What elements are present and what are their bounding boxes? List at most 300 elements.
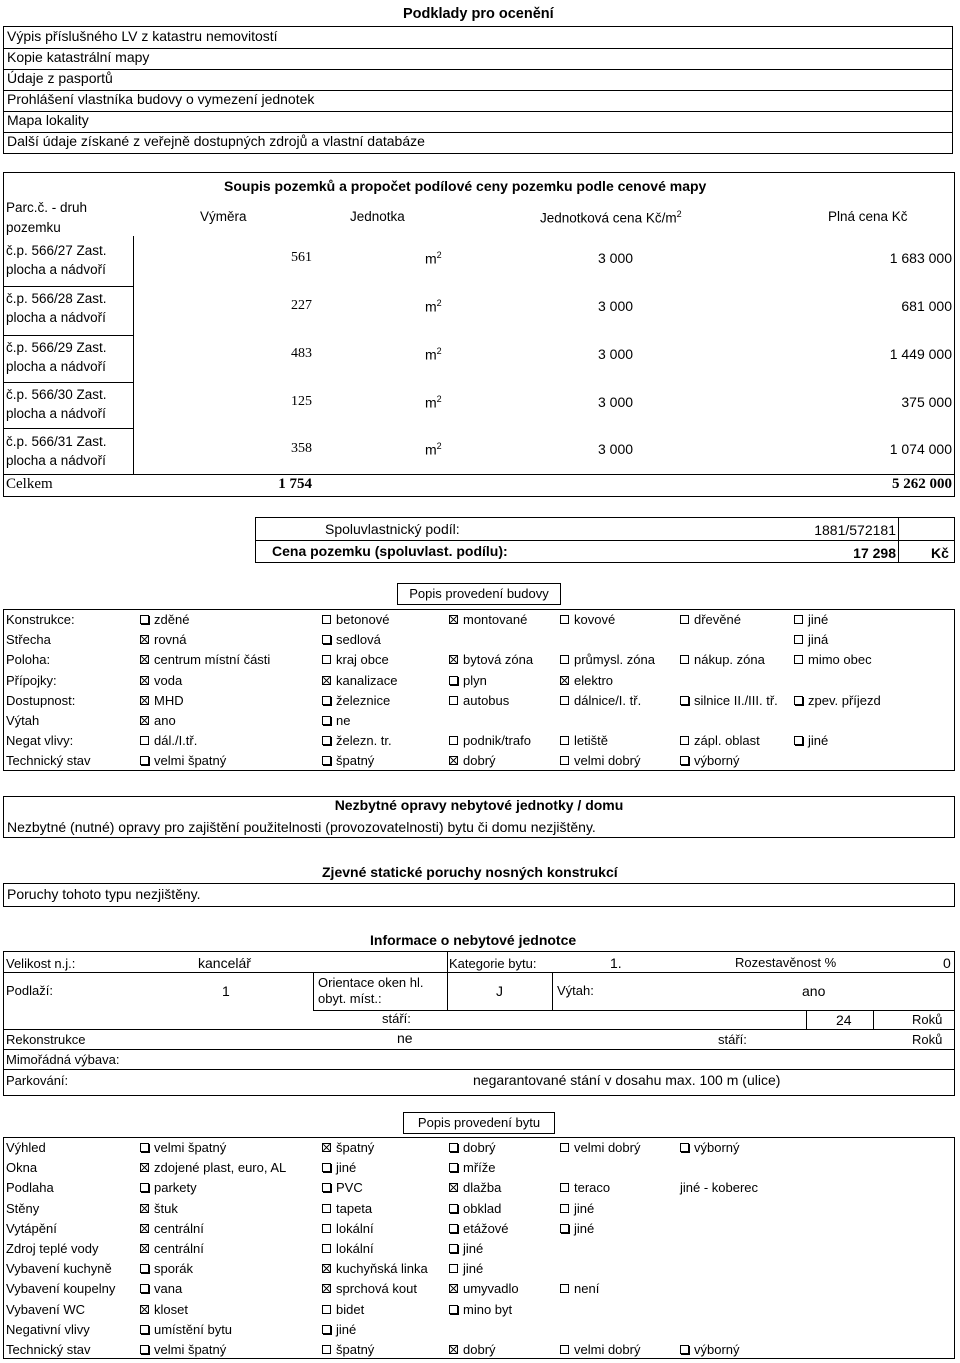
option-label: centrum místní části [154, 652, 271, 668]
option-item [680, 693, 778, 708]
option-item [322, 1281, 417, 1296]
option-label: železnice [336, 692, 391, 708]
option-label: sporák [154, 1261, 194, 1277]
col-jednotka-header: Jednotka [350, 209, 405, 224]
col-parc-header: Parc.č. - druh pozemku [6, 200, 88, 235]
row-label: Technický stav [6, 1342, 91, 1357]
option-item [140, 1281, 182, 1296]
row-label: Negat vlivy: [6, 733, 74, 749]
option-item [560, 693, 641, 708]
parkovani-value: negarantované stání v dosahu max. 100 m (ulice) [473, 1072, 781, 1088]
plna-cell: 1 074 000 [889, 441, 952, 457]
unchecked-box-icon[interactable] [794, 655, 803, 664]
unchecked-box-icon[interactable] [449, 1143, 458, 1152]
option-label: rovná [154, 632, 187, 648]
option-item [322, 693, 390, 708]
option-label: dálnice/I. tř. [574, 692, 642, 708]
unchecked-box-icon[interactable] [449, 676, 458, 685]
currency-label: Kč [931, 545, 949, 561]
option-label: velmi dobrý [574, 1342, 641, 1357]
podklady-item: Údaje z pasportů [7, 70, 113, 86]
option-label: kanalizace [336, 672, 398, 688]
option-label: jiné [336, 1321, 357, 1337]
unchecked-box-icon[interactable] [140, 1143, 149, 1152]
option-label: výborný [694, 1342, 740, 1357]
opravy-title: Nezbytné opravy nebytové jednotky / domu [334, 797, 624, 813]
checked-box-icon[interactable] [140, 635, 149, 644]
celkem-vymera: 1 754 [278, 476, 312, 492]
option-label: etážové [463, 1220, 509, 1236]
option-item [794, 693, 881, 708]
option-item [140, 652, 270, 667]
option-label: průmysl. zóna [574, 652, 655, 668]
row-label: Přípojky: [6, 672, 57, 688]
option-item [140, 1140, 226, 1155]
option-label: bidet [336, 1301, 365, 1317]
option-label: štuk [154, 1200, 178, 1216]
option-item [449, 693, 509, 708]
option-item [449, 1302, 512, 1317]
option-item [560, 733, 608, 748]
option-label: velmi špatný [154, 1342, 227, 1357]
checked-box-icon[interactable] [322, 1284, 331, 1293]
unchecked-box-icon[interactable] [140, 1325, 149, 1334]
soupis-title: Soupis pozemků a propočet podílové ceny pozemku podle cenové mapy [224, 178, 707, 194]
option-item [560, 1180, 610, 1195]
option-item [322, 1160, 356, 1175]
checked-box-icon[interactable] [449, 1183, 458, 1192]
unchecked-box-icon[interactable] [322, 655, 331, 664]
option-label: MHD [154, 692, 184, 708]
option-label: jiné [574, 1200, 595, 1216]
poruchy-title: Zjevné statické poruchy nosných konstrukcí [322, 864, 618, 880]
unchecked-box-icon[interactable] [560, 1143, 569, 1152]
podlazi-value: 1 [222, 983, 230, 999]
option-label: voda [154, 672, 183, 688]
checked-box-icon[interactable] [322, 676, 331, 685]
row-label: Stěny [6, 1200, 40, 1216]
option-label: jiné [574, 1220, 595, 1236]
option-label: ne [336, 713, 351, 728]
unchecked-box-icon[interactable] [322, 1224, 331, 1233]
option-label: umyvadlo [463, 1281, 519, 1297]
unchecked-box-icon[interactable] [560, 756, 569, 765]
unchecked-box-icon[interactable] [322, 1183, 331, 1192]
budova-title: Popis provedení budovy [409, 586, 549, 601]
unchecked-box-icon[interactable] [322, 1345, 331, 1354]
row-label: Vybavení kuchyně [6, 1261, 112, 1277]
unchecked-box-icon[interactable] [680, 615, 689, 624]
row-label: Okna [6, 1160, 38, 1176]
kategorie-label: Kategorie bytu: [449, 956, 537, 971]
parkovani-label: Parkování: [6, 1073, 69, 1088]
jednotka-text: m [425, 298, 437, 315]
option-label: sedlová [336, 632, 381, 648]
checked-box-icon[interactable] [140, 716, 149, 725]
vytah-label: Výtah: [557, 983, 594, 998]
checked-box-icon[interactable] [322, 1143, 331, 1152]
roku-label-2: Roků [912, 1032, 943, 1047]
podklady-item: Výpis příslušného LV z katastru nemovitostí [7, 28, 278, 44]
option-item [322, 713, 350, 728]
vymera-cell: 358 [291, 441, 312, 456]
orientace-value: J [496, 983, 503, 999]
option-label: jiné [808, 733, 829, 749]
parc-cell: č.p. 566/29 Zast. plocha a nádvoří [6, 340, 107, 374]
option-label: zděné [154, 612, 190, 627]
unchecked-box-icon[interactable] [560, 736, 569, 745]
unchecked-box-icon[interactable] [680, 736, 689, 745]
option-item [322, 733, 392, 748]
unchecked-box-icon[interactable] [794, 615, 803, 624]
option-label: jiná [808, 632, 829, 648]
option-item [322, 632, 381, 647]
option-label: velmi špatný [154, 753, 227, 769]
option-label: dobrý [463, 1342, 496, 1357]
unchecked-box-icon[interactable] [449, 1163, 458, 1172]
unchecked-box-icon[interactable] [680, 696, 689, 705]
stari-label: stáří: [382, 1011, 411, 1026]
option-item [140, 693, 184, 708]
unchecked-box-icon[interactable] [449, 696, 458, 705]
option-item [449, 753, 496, 768]
row-label: Střecha [6, 632, 51, 648]
jc-cell: 3 000 [598, 346, 634, 362]
row-label: Dostupnost: [6, 692, 76, 708]
plna-cell: 1 683 000 [889, 250, 952, 266]
informace-title: Informace o nebytové jednotce [370, 932, 577, 948]
option-item [449, 1342, 496, 1357]
option-label: není [574, 1281, 600, 1297]
unchecked-box-icon[interactable] [680, 655, 689, 664]
row-label: Konstrukce: [6, 612, 75, 627]
unchecked-box-icon[interactable] [140, 615, 149, 624]
poruchy-text: Poruchy tohoto typu nezjištěny. [7, 886, 201, 902]
option-label: centrální [154, 1220, 204, 1236]
unchecked-box-icon[interactable] [449, 1244, 458, 1253]
option-label: jiné [336, 1160, 357, 1176]
option-item [322, 1241, 374, 1256]
option-label: kloset [154, 1301, 188, 1317]
unchecked-box-icon[interactable] [322, 696, 331, 705]
option-label: jiné [808, 612, 829, 627]
row-label: Negativní vlivy [6, 1321, 90, 1337]
rekonstrukce-label: Rekonstrukce [6, 1032, 86, 1047]
unchecked-box-icon[interactable] [449, 1224, 458, 1233]
option-item [449, 1180, 501, 1195]
parc-cell: č.p. 566/28 Zast. plocha a nádvoří [6, 291, 107, 325]
rozestav-value: 0 [943, 955, 951, 971]
unchecked-box-icon[interactable] [794, 635, 803, 644]
checked-box-icon[interactable] [140, 676, 149, 685]
option-label: zdojené plast, euro, AL [154, 1160, 287, 1176]
option-label: sprchová kout [336, 1281, 417, 1297]
podlazi-label: Podlaží: [6, 983, 53, 998]
option-label: dobrý [463, 1140, 496, 1155]
row-label: Podlaha [6, 1180, 54, 1196]
option-item [680, 652, 765, 667]
option-item [680, 1180, 758, 1195]
option-item [140, 1160, 286, 1175]
option-item [680, 1342, 740, 1357]
option-label: špatný [336, 1342, 375, 1357]
option-item [322, 1140, 374, 1155]
unchecked-box-icon[interactable] [449, 1264, 458, 1273]
unchecked-box-icon[interactable] [322, 716, 331, 725]
unchecked-box-icon[interactable] [140, 1284, 149, 1293]
checked-box-icon[interactable] [449, 1345, 458, 1354]
jednotka-text: m [425, 250, 437, 267]
velikost-value: kancelář [198, 955, 251, 971]
roku-label-1: Roků [912, 1012, 943, 1027]
unchecked-box-icon[interactable] [322, 635, 331, 644]
celkem-plna: 5 262 000 [892, 476, 952, 492]
jednotka-cell: $m^2$ [425, 346, 442, 363]
unchecked-box-icon[interactable] [560, 1284, 569, 1293]
option-label: silnice II./III. tř. [694, 692, 778, 708]
checked-box-icon[interactable] [322, 1264, 331, 1273]
option-label: montované [463, 612, 528, 627]
option-label: PVC [336, 1180, 363, 1196]
unchecked-box-icon[interactable] [560, 655, 569, 664]
option-label: lokální [336, 1241, 374, 1256]
jednotka-cell: $m^2$ [425, 298, 442, 315]
checked-box-icon[interactable] [140, 1224, 149, 1233]
option-label: dobrý [463, 753, 496, 769]
checked-box-icon[interactable] [140, 1163, 149, 1172]
unchecked-box-icon[interactable] [322, 1325, 331, 1334]
option-label: dlažba [463, 1180, 502, 1196]
col-vymera-header: Výměra [200, 209, 247, 224]
jc-cell: 3 000 [598, 250, 634, 266]
unchecked-box-icon[interactable] [794, 736, 803, 745]
checked-box-icon[interactable] [140, 1204, 149, 1213]
option-item [449, 1140, 496, 1155]
option-item [449, 1281, 519, 1296]
podklady-title: Podklady pro ocenění [403, 6, 554, 22]
option-item [560, 673, 613, 688]
option-label: mimo obec [808, 652, 872, 668]
unchecked-box-icon[interactable] [560, 1345, 569, 1354]
option-item [140, 632, 187, 647]
checked-box-icon[interactable] [140, 655, 149, 664]
checked-box-icon[interactable] [560, 676, 569, 685]
unchecked-box-icon[interactable] [140, 736, 149, 745]
unchecked-box-icon[interactable] [140, 1345, 149, 1354]
col-plna-header: Plná cena Kč [828, 209, 908, 224]
jednotka-cell: $m^2$ [425, 441, 442, 458]
option-label: zpev. příjezd [808, 692, 881, 708]
option-label: výborný [694, 753, 740, 769]
option-label: špatný [336, 1140, 375, 1155]
unchecked-box-icon[interactable] [322, 756, 331, 765]
option-item [449, 733, 531, 748]
option-item [449, 1160, 496, 1175]
unchecked-box-icon[interactable] [560, 1224, 569, 1233]
option-item [322, 1322, 356, 1337]
option-item [322, 652, 389, 667]
unchecked-box-icon[interactable] [322, 1305, 331, 1314]
unchecked-box-icon[interactable] [449, 736, 458, 745]
option-item [560, 1140, 640, 1155]
option-item [449, 652, 533, 667]
option-item [322, 753, 374, 768]
option-label: velmi dobrý [574, 753, 641, 769]
cena-pozemku-label: Cena pozemku (spoluvlast. podílu): [272, 543, 508, 559]
option-label: železn. tr. [336, 733, 392, 749]
option-item [140, 612, 189, 627]
unchecked-box-icon[interactable] [140, 756, 149, 765]
unchecked-box-icon[interactable] [794, 696, 803, 705]
option-label: kovové [574, 612, 616, 627]
option-item [140, 1180, 197, 1195]
option-item [322, 1221, 374, 1236]
option-item [449, 673, 487, 688]
option-item [322, 1261, 428, 1276]
plna-cell: 681 000 [901, 298, 952, 314]
row-label: Vybavení WC [6, 1301, 85, 1317]
option-label: dál./I.tř. [154, 733, 198, 749]
checked-box-icon[interactable] [449, 1284, 458, 1293]
option-label: centrální [154, 1241, 204, 1256]
option-item [140, 1221, 204, 1236]
option-item [140, 673, 182, 688]
row-label: Výhled [6, 1140, 46, 1155]
option-label: elektro [574, 672, 614, 688]
row-label: Technický stav [6, 753, 91, 769]
jednotka-cell: $m^2$ [425, 394, 442, 411]
kategorie-value: 1. [610, 955, 622, 971]
parc-cell: č.p. 566/31 Zast. plocha a nádvoří [6, 434, 107, 468]
option-item [560, 612, 615, 627]
option-label: výborný [694, 1140, 740, 1155]
orientace-label: Orientace oken hl. obyt. míst.: [318, 975, 424, 1006]
unchecked-box-icon[interactable] [140, 1264, 149, 1273]
unchecked-box-icon[interactable] [322, 1244, 331, 1253]
option-label: velmi dobrý [574, 1140, 641, 1155]
rozestav-label: Rozestavěnost % [735, 955, 837, 970]
checked-box-icon[interactable] [449, 615, 458, 624]
podil-value: 1881/572181 [814, 522, 896, 538]
rekonstrukce-value: ne [397, 1030, 413, 1046]
unchecked-box-icon[interactable] [322, 736, 331, 745]
option-label: velmi špatný [154, 1140, 227, 1155]
vymera-cell: 125 [291, 394, 312, 409]
option-label: kraj obce [336, 652, 389, 668]
option-item [140, 1201, 178, 1216]
unchecked-box-icon[interactable] [680, 756, 689, 765]
row-label: Výtah [6, 713, 40, 728]
stari-value: 24 [836, 1012, 852, 1028]
unchecked-box-icon[interactable] [560, 696, 569, 705]
option-item [794, 632, 828, 647]
option-item [794, 733, 828, 748]
jc-cell: 3 000 [598, 441, 634, 457]
jednotka-text: m [425, 441, 437, 458]
checked-box-icon[interactable] [449, 655, 458, 664]
option-label: mino byt [463, 1301, 513, 1317]
col-jc-label: Jednotková cena Kč/m [540, 210, 677, 226]
podklady-item: Kopie katastrální mapy [7, 49, 150, 65]
option-label: lokální [336, 1220, 374, 1236]
jednotka-text: m [425, 346, 437, 363]
unchecked-box-icon[interactable] [560, 615, 569, 624]
row-label: Zdroj teplé vody [6, 1241, 99, 1256]
unchecked-box-icon[interactable] [560, 1204, 569, 1213]
option-item [560, 753, 640, 768]
option-label: jiné [463, 1261, 484, 1277]
unchecked-box-icon[interactable] [680, 1345, 689, 1354]
option-label: zápl. oblast [694, 733, 760, 749]
vymera-cell: 483 [291, 346, 312, 361]
option-item [322, 612, 390, 627]
option-item [560, 1342, 640, 1357]
unchecked-box-icon[interactable] [560, 1183, 569, 1192]
option-label: obklad [463, 1200, 502, 1216]
option-item [140, 1322, 232, 1337]
row-label: Vybavení koupelny [6, 1281, 116, 1297]
option-item [140, 753, 226, 768]
option-label: vana [154, 1281, 183, 1297]
option-label: parkety [154, 1180, 197, 1196]
option-item [140, 1261, 193, 1276]
stari2-label: stáří: [718, 1032, 747, 1047]
option-item [680, 612, 741, 627]
vytah-value: ano [802, 983, 826, 999]
checked-box-icon[interactable] [449, 756, 458, 765]
unchecked-box-icon[interactable] [680, 1143, 689, 1152]
jc-cell: 3 000 [598, 298, 634, 314]
option-label: umístění bytu [154, 1321, 233, 1337]
option-label: bytová zóna [463, 652, 534, 668]
unchecked-box-icon[interactable] [322, 1163, 331, 1172]
unchecked-box-icon[interactable] [449, 1305, 458, 1314]
option-item [140, 713, 176, 728]
option-label: jiné - koberec [680, 1180, 759, 1196]
option-label: jiné [463, 1241, 484, 1256]
velikost-label: Velikost n.j.: [6, 956, 76, 971]
option-label: betonové [336, 612, 390, 627]
unchecked-box-icon[interactable] [322, 1204, 331, 1213]
jednotka-cell: $m^2$ [425, 250, 442, 267]
unchecked-box-icon[interactable] [449, 1204, 458, 1213]
podklady-item: Další údaje získané z veřejně dostupných zdrojů a vlastní databáze [7, 133, 425, 149]
checked-box-icon[interactable] [140, 696, 149, 705]
option-label: špatný [336, 753, 375, 769]
podklady-item: Prohlášení vlastníka budovy o vymezení jednotek [7, 91, 315, 107]
checked-box-icon[interactable] [140, 1305, 149, 1314]
unchecked-box-icon[interactable] [140, 1183, 149, 1192]
option-label: mříže [463, 1160, 496, 1176]
podklady-item: Mapa lokality [7, 112, 89, 128]
option-item [140, 733, 197, 748]
parc-cell: č.p. 566/30 Zast. plocha a nádvoří [6, 387, 107, 421]
unchecked-box-icon[interactable] [322, 615, 331, 624]
option-label: ano [154, 713, 176, 728]
plna-cell: 1 449 000 [889, 346, 952, 362]
option-item [140, 1302, 188, 1317]
vymera-cell: 227 [291, 298, 312, 313]
checked-box-icon[interactable] [140, 1244, 149, 1253]
option-item [322, 1342, 374, 1357]
option-label: podnik/trafo [463, 733, 531, 749]
option-item [449, 1261, 483, 1276]
option-label: kuchyňská linka [336, 1261, 428, 1277]
option-item [680, 733, 760, 748]
row-label: Poloha: [6, 652, 51, 668]
jc-cell: 3 000 [598, 394, 634, 410]
option-item [322, 1180, 363, 1195]
